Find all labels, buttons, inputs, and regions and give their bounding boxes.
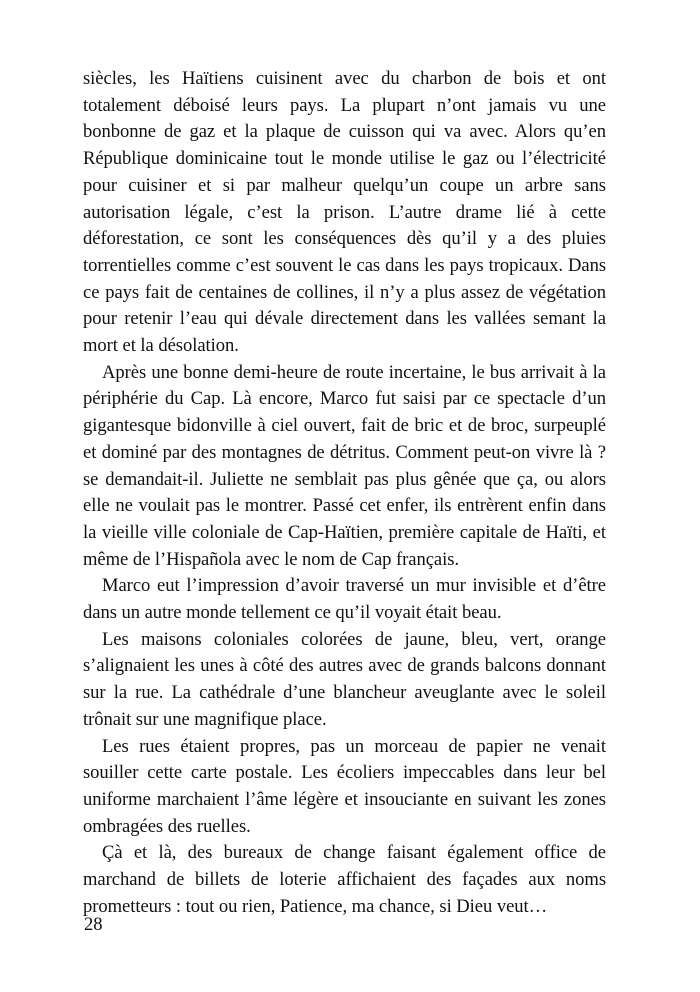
paragraph-5: Les rues étaient propres, pas un morceau de papier ne venait souiller cette carte postale. Les écoliers impeccables dans leur bel uniforme marchaient l’âme légère et insouciante en suivant les zones ombragées des ruelles. [83,735,606,837]
paragraph-2: Après une bonne demi-heure de route incertaine, le bus arrivait à la périphérie du Cap. Là encore, Marco fut saisi par ce spectacle d’un gigantesque bidonville à ciel ouvert, fait de bric et de broc, surpeuplé et dominé par des montagnes de détritus. Comment peut-on vivre là ? se demandait-il. Juliette ne semblait pas plus gênée que ça, ou alors elle ne voulait pas le montrer. Passé cet enfer, ils entrèrent enfin dans la vieille ville coloniale de Cap-Haïtien, première capitale de Haïti, et même de l’Hispañola avec le nom de Cap français. [83,361,606,570]
page-number: 28 [84,914,103,935]
paragraph-4: Les maisons coloniales colorées de jaune, bleu, vert, orange s’alignaient les unes à côté des autres avec de grands balcons donnant sur la rue. La cathédrale d’une blancheur aveuglante avec le soleil trônait sur une magnifique place. [83,628,606,730]
page-body-text [83,66,606,921]
paragraph-1: siècles, les Haïtiens cuisinent avec du charbon de bois et ont totalement déboisé leurs pays. La plupart n’ont jamais vu une bonbonne de gaz et la plaque de cuisson qui va avec. Alors qu’en République dominicaine tout le monde utilise le gaz ou l’électricité pour cuisiner et si par malheur quelqu’un coupe un arbre sans autorisation légale, c’est la prison. L’autre drame lié à cette déforestation, ce sont les conséquences dès qu’il y a des pluies torrentielles comme c’est souvent le cas dans les pays tropicaux. Dans ce pays fait de centaines de collines, il n’y a plus assez de végétation pour retenir l’eau qui dévale directement dans les vallées semant la mort et la désolation. [83,68,606,357]
paragraph-3: Marco eut l’impression d’avoir traversé un mur invisible et d’être dans un autre monde tellement ce qu’il voyait était beau. [83,575,606,624]
paragraph-6: Çà et là, des bureaux de change faisant également office de marchand de billets de loterie affichaient des façades aux noms prometteurs : tout ou rien, Patience, ma chance, si Dieu veut… [83,842,606,917]
